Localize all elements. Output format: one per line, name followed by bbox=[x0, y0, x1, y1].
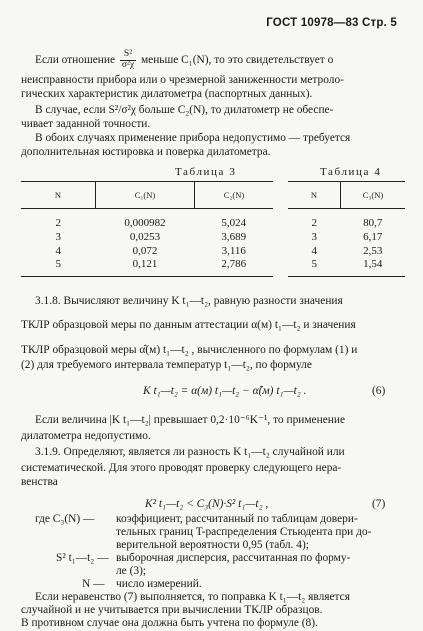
table-4-caption: Таблица 4 bbox=[320, 166, 382, 178]
equation-7-number: (7) bbox=[372, 498, 386, 510]
table-4 bbox=[288, 181, 405, 277]
table-cell: 1,54 bbox=[341, 258, 406, 276]
table-cell: 5,024 bbox=[221, 217, 247, 229]
table-cell: 0,072 bbox=[132, 244, 158, 257]
table-row bbox=[21, 231, 273, 245]
definition-c3-text-1: коэффициент, рассчитанный по таблицам довери- bbox=[116, 513, 358, 525]
table-cell: 4 bbox=[55, 244, 61, 257]
table-cell: 4 bbox=[311, 244, 317, 257]
table-cell: 3,116 bbox=[221, 244, 246, 257]
table-3-header-n: N bbox=[21, 182, 96, 209]
table-cell: 0,0253 bbox=[129, 230, 161, 243]
table-cell: 0,121 bbox=[96, 258, 195, 276]
section-3-1-8-line-2: ТКЛР образцовой меры по данным аттестации α(м) t₁—t₂ и значения bbox=[21, 319, 356, 331]
table-cell: 0,000982 bbox=[124, 217, 166, 229]
table-cell: 5 bbox=[21, 258, 96, 276]
paragraph-1-line-1 bbox=[35, 50, 333, 71]
fraction-numerator: S² bbox=[120, 50, 136, 61]
definition-s2-text-1: выборочная дисперсия, рассчитанная по форму- bbox=[116, 552, 351, 564]
paragraph-2-line-2: чивает заданной точности. bbox=[21, 118, 151, 130]
table-3-header-c1: C₁(N) bbox=[96, 182, 195, 209]
paragraph-1-line-3: гических характеристик дилатометра (паспортных данных). bbox=[21, 88, 313, 100]
text-fragment: Если отношение bbox=[35, 54, 116, 67]
table-cell: 80,7 bbox=[363, 217, 383, 229]
table-cell: 3 bbox=[55, 230, 61, 243]
definition-n-term: N — bbox=[82, 578, 105, 590]
table-cell: 2 bbox=[55, 217, 61, 229]
paragraph-5-line-3: В противном случае она должна быть учтена по формуле (8). bbox=[21, 617, 318, 629]
paragraph-4-line-1: Если величина |K t₁—t₂| превышает 0,2·10⁻⁶K⁻¹, то применение bbox=[35, 414, 346, 426]
table-cell: 3,689 bbox=[221, 230, 247, 243]
section-3-1-8-line-3: ТКЛР образцовой меры α̂(м) t₁—t₂ , вычисленного по формулам (1) и bbox=[21, 344, 358, 356]
table-4-header-c3: C₃(N) bbox=[341, 182, 406, 209]
equation-7: K² t₁—t₂ < C₃(N)·S² t₁—t₂ , bbox=[145, 498, 269, 510]
paragraph-2-line-1: В случае, если S²/σ²χ больше C₂(N), то дилатометр не обеспе- bbox=[35, 104, 334, 116]
section-3-1-9-line-1: 3.1.9. Определяют, является ли разность K t₁—t₂ случайной или bbox=[35, 446, 345, 458]
table-row bbox=[288, 209, 405, 231]
paragraph-4-line-2: дилатометра недопустимо. bbox=[21, 430, 151, 442]
table-cell: 5 bbox=[288, 258, 341, 276]
table-row bbox=[21, 245, 273, 259]
paragraph-3-line-2: дополнительная юстировка и поверка дилатометра. bbox=[21, 146, 271, 158]
table-cell: 2,786 bbox=[195, 258, 274, 276]
definition-c3-text-2: тельных границ T-распределения Стьюдента при до- bbox=[116, 526, 372, 538]
table-row bbox=[21, 258, 273, 276]
table-row bbox=[21, 209, 273, 231]
definition-c3-term: где C₃(N) — bbox=[35, 513, 95, 525]
paragraph-3-line-1: В обоих случаях применение прибора недопустимо — требуется bbox=[35, 132, 351, 144]
table-row bbox=[288, 258, 405, 276]
page-header: ГОСТ 10978—83 Стр. 5 bbox=[266, 17, 397, 29]
table-3-caption: Таблица 3 bbox=[175, 166, 237, 178]
table-4-header-n: N bbox=[288, 182, 341, 209]
fraction-denominator: σ²χ bbox=[121, 59, 135, 70]
text-fragment: меньше C₁(N), то это свидетельствует о bbox=[140, 54, 334, 67]
section-3-1-8-line-4: (2) для требуемого интервала температур t₁—t₂, по формуле bbox=[21, 359, 312, 371]
section-3-1-9-line-2: систематической. Для этого проводят проверку следующего нера- bbox=[21, 462, 342, 474]
equation-6: K t₁—t₂ = α(м) t₁—t₂ − α̂(м) t₁—t₂ . bbox=[143, 385, 307, 397]
section-3-1-9-line-3: венства bbox=[21, 476, 58, 488]
table-cell: 6,17 bbox=[363, 230, 383, 243]
table-cell: 3 bbox=[311, 230, 317, 243]
table-3 bbox=[21, 181, 273, 277]
equation-6-number: (6) bbox=[372, 385, 386, 397]
table-row bbox=[288, 245, 405, 259]
section-3-1-8-line-1: 3.1.8. Вычисляют величину K t₁—t₂, равную разности значения bbox=[35, 295, 343, 307]
definition-s2-term: S² t₁—t₂ — bbox=[56, 552, 109, 564]
ratio-fraction bbox=[120, 50, 136, 71]
definition-c3-text-3: верительной вероятности 0,95 (табл. 4); bbox=[116, 539, 309, 551]
table-cell: 2,53 bbox=[363, 244, 383, 257]
table-3-header-c2: C₂(N) bbox=[195, 182, 274, 209]
table-row bbox=[288, 231, 405, 245]
paragraph-1-line-2: неисправности прибора или о чрезмерной заниженности метроло- bbox=[21, 74, 344, 86]
paragraph-5-line-1: Если неравенство (7) выполняется, то поправка K t₁—t₂ является bbox=[35, 591, 350, 603]
paragraph-5-line-2: случайной и не учитывается при вычислении ТКЛР образцов. bbox=[21, 604, 323, 616]
definition-n-text: число измерений. bbox=[116, 578, 202, 590]
table-cell: 2 bbox=[311, 217, 317, 229]
definition-s2-text-2: ле (3); bbox=[116, 565, 147, 577]
